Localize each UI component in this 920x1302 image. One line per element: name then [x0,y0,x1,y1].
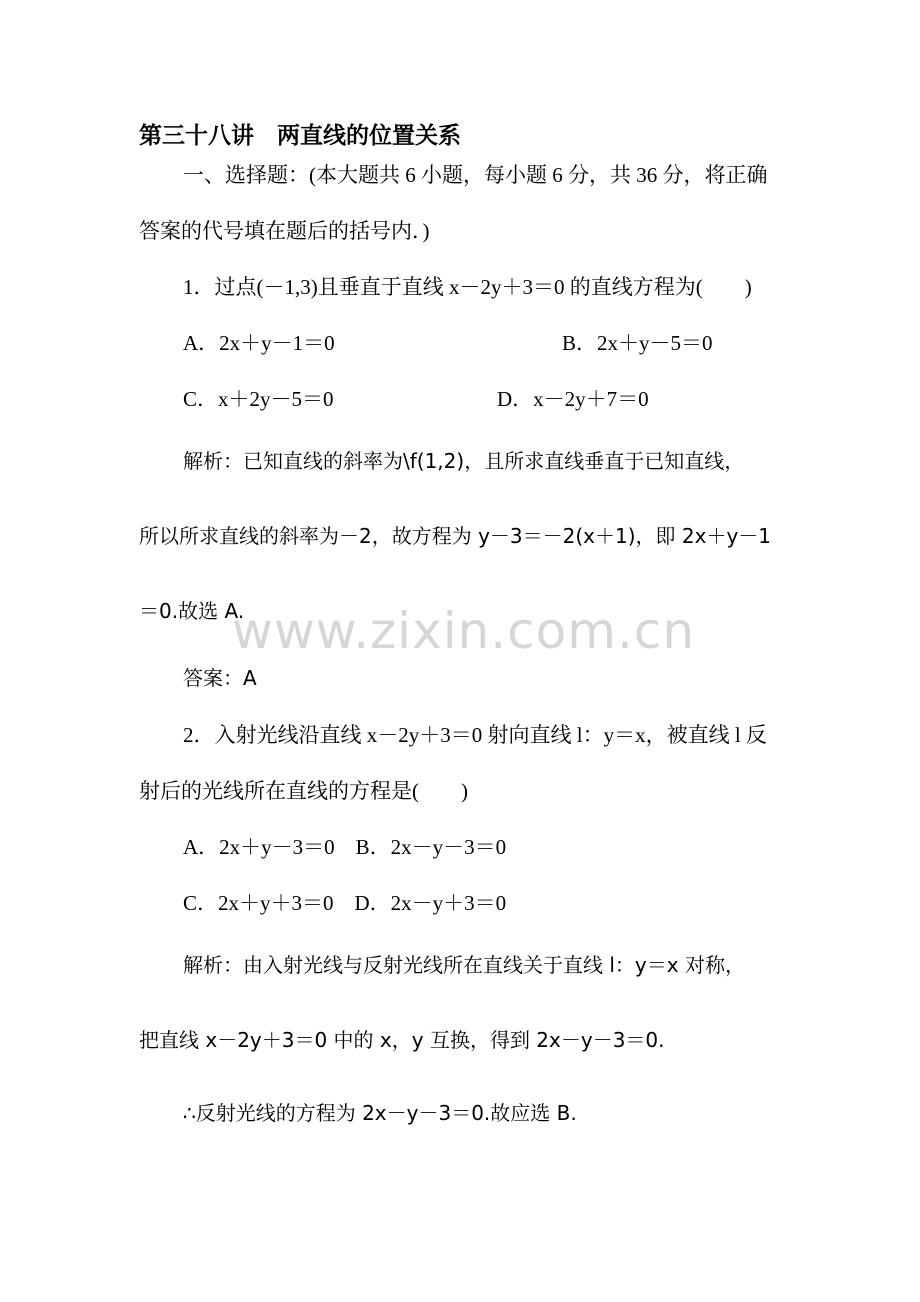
question-2-stem-line-1: 2．入射光线沿直线 x－2y＋3＝0 射向直线 l：y＝x，被直线 l 反 [183,723,767,747]
question-1-option-b: B．2x＋y－5＝0 [562,331,713,355]
question-2-options-c-d: C．2x＋y＋3＝0 D．2x－y＋3＝0 [183,891,507,915]
section-header-continuation: 答案的代号填在题后的括号内．) [139,219,430,243]
section-header: 一、选择题：(本大题共 6 小题，每小题 6 分，共 36 分，将正确 [183,163,768,187]
question-2-analysis-line-2: 把直线 x－2y＋3＝0 中的 x，y 互换，得到 2x－y－3＝0. [139,1028,665,1052]
question-2-options-a-b: A．2x＋y－3＝0 B．2x－y－3＝0 [183,835,507,859]
question-1-stem: 1．过点(－1,3)且垂直于直线 x－2y＋3＝0 的直线方程为( ) [183,275,752,299]
question-1-analysis-line-2: 所以所求直线的斜率为－2，故方程为 y－3＝－2(x＋1)，即 2x＋y－1 [139,524,772,548]
question-2-analysis-line-3: ∴反射光线的方程为 2x－y－3＝0.故应选 B. [183,1101,577,1125]
question-1-analysis-line-1: 解析：已知直线的斜率为\f(1,2)，且所求直线垂直于已知直线， [183,449,745,473]
question-2-analysis-line-1: 解析：由入射光线与反射光线所在直线关于直线 l：y＝x 对称， [183,953,745,977]
watermark: www.zixin.com.cn [232,602,696,660]
page-title: 第三十八讲 两直线的位置关系 [139,123,461,148]
question-2-stem-line-2: 射后的光线所在直线的方程是( ) [139,779,468,803]
question-1-option-a: A．2x＋y－1＝0 [183,331,335,355]
question-1-option-c: C．x＋2y－5＝0 [183,387,334,411]
question-1-answer: 答案：A [183,666,257,690]
question-1-analysis-line-3: ＝0.故选 A. [139,599,245,623]
question-1-option-d: D．x－2y＋7＝0 [497,387,649,411]
